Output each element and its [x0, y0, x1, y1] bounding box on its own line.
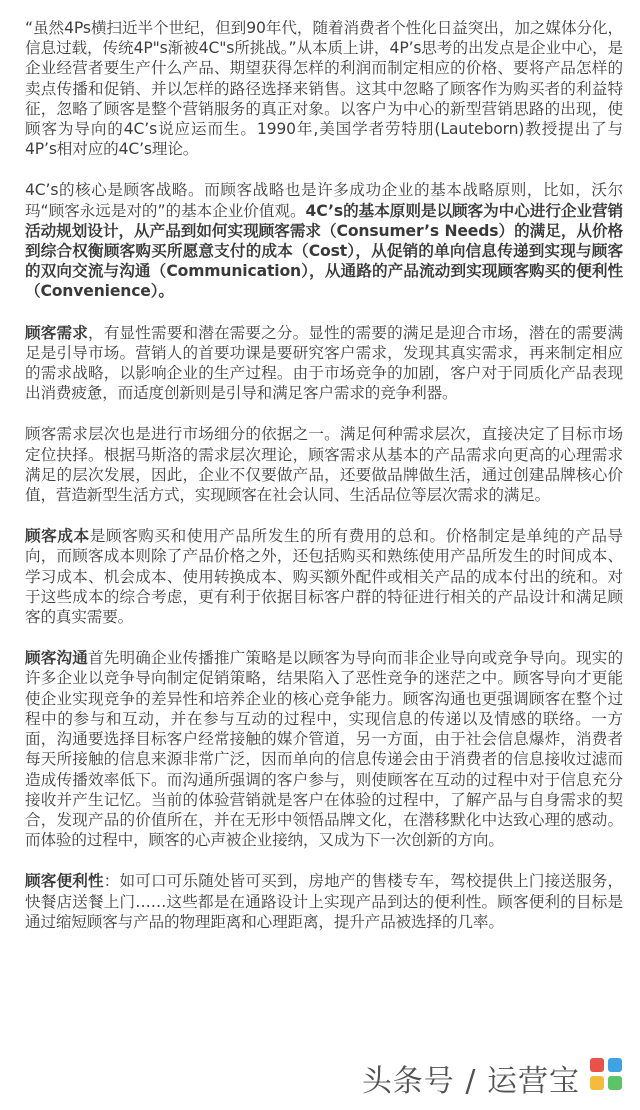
logo-square-green	[608, 1076, 622, 1090]
paragraph-text: ：如可口可乐随处皆可买到，房地产的售楼专车，驾校提供上门接送服务，快餐店送餐上门……这些都是在通路设计上实现产品到达的便利性。顾客便利的目标是通过缩短顾客与产品的物理距离和心理距离，提升产品被选择的几率。	[25, 872, 623, 931]
watermark-text: 头条号 / 运营宝	[361, 1064, 580, 1099]
paragraph	[25, 18, 623, 159]
paragraph	[25, 526, 623, 627]
article-body	[25, 18, 623, 953]
paragraph-text: 顾客需求层次也是进行市场细分的依据之一。满足何种需求层次，直接决定了目标市场定位抉择。根据马斯洛的需求层次理论，顾客需求从基本的产品需求向更高的心理需求满足的层次发展，因此，企业不仅要做产品，还要做品牌做生活，通过创建品牌核心价值，营造新型生活方式，实现顾客在社会认同、生活品位等层次需求的满足。	[25, 425, 623, 505]
logo-square-yellow	[590, 1076, 604, 1090]
paragraph-text: 是顾客购买和使用产品所发生的所有费用的总和。价格制定是单纯的产品导向，而顾客成本则除了产品价格之外，还包括购买和熟练使用产品所发生的时间成本、学习成本、机会成本、使用转换成本、购买额外配件或相关产品的成本付出的统和。对于这些成本的综合考虑，更有利于依据目标客户群的特征进行相关的产品设计和满足顾客的真实需要。	[25, 527, 623, 627]
paragraph	[25, 180, 623, 301]
paragraph	[25, 424, 623, 505]
paragraph-text: ，有显性需要和潜在需要之分。显性的需要的满足是迎合市场，潜在的需要满足是引导市场。营销人的首要功课是要研究客户需求，发现其真实需求，再来制定相应的需求战略，以影响企业的生产过程。由于市场竞争的加剧，客户对于同质化产品表现出消费疲惫，而适度创新则是引导和满足客户需求的竞争利器。	[25, 323, 623, 403]
bold-text: 4C’s的基本原则是以顾客为中心进行企业营销活动规划设计，从产品到如何实现顾客需求（Consumer’s Needs）的满足，从价格到综合权衡顾客购买所愿意支付的成本（Cost），从促销的单向信息传递到实现与顾客的双向交流与沟通（Communication），从通路的产品流动到实现顾客购买的便利性（Convenience）。	[25, 201, 623, 301]
paragraph	[25, 871, 623, 932]
watermark-logo-icon	[586, 1056, 626, 1100]
bold-text: 顾客成本	[25, 527, 90, 546]
watermark	[362, 1056, 626, 1100]
paragraph-text: 4C’s的核心是顾客战略。而顾客战略也是许多成功企业的基本战略原则，比如，沃尔玛“顾客永远是对的”的基本企业价值观。	[25, 181, 623, 220]
paragraph	[25, 648, 623, 850]
paragraph	[25, 323, 623, 404]
bold-text: 顾客便利性	[25, 872, 104, 891]
paragraph-text: “虽然4Ps横扫近半个世纪，但到90年代，随着消费者个性化日益突出，加之媒体分化，信息过载，传统4P"s渐被4C"s所挑战。”从本质上讲，4P’s思考的出发点是企业中心，是企业经营者要生产什么产品、期望获得怎样的利润而制定相应的价格、要将产品怎样的卖点传播和促销、并以怎样的路径选择来销售。这其中忽略了顾客作为购买者的利益特征，忽略了顾客是整个营销服务的真正对象。以客户为中心的新型营销思路的出现，使顾客为导向的4C’s说应运而生。1990年,美国学者劳特朋(Lauteborn)教授提出了与4P’s相对应的4C’s理论。	[25, 19, 623, 159]
bold-text: 顾客沟通	[25, 649, 88, 668]
paragraph-text: 首先明确企业传播推广策略是以顾客为导向而非企业导向或竞争导向。现实的许多企业以竞争导向制定促销策略，结果陷入了恶性竞争的迷茫之中。顾客导向才更能使企业实现竞争的差异性和培养企业的核心竞争能力。顾客沟通也更强调顾客在整个过程中的参与和互动，并在参与互动的过程中，实现信息的传递以及情感的联络。一方面，沟通要选择目标客户经常接触的媒介管道，另一方面，由于社会信息爆炸，消费者每天所接触的信息来源非常广泛，因而单向的信息传递会由于消费者的信息接收过滤而造成传播效率低下。而沟通所强调的客户参与，则使顾客在互动的过程中对于信息充分接收并产生记忆。当前的体验营销就是客户在体验的过程中，了解产品与自身需求的契合，发现产品的价值所在，并在无形中领悟品牌文化，在潜移默化中达致心理的感动。而体验的过程中，顾客的心声被企业接纳，又成为下一次创新的方向。	[25, 649, 623, 850]
logo-square-red	[590, 1058, 604, 1072]
bold-text: 顾客需求	[25, 323, 88, 342]
logo-square-blue	[608, 1058, 622, 1072]
